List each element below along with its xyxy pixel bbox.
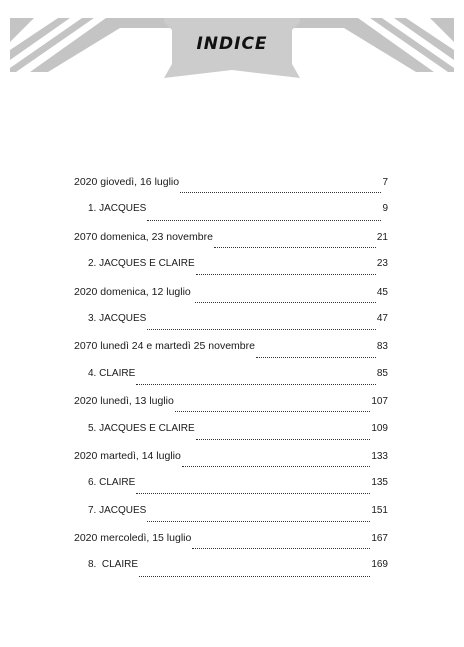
dot-leader <box>214 247 376 248</box>
dot-leader <box>147 329 376 330</box>
toc-entry <box>74 505 388 532</box>
toc-entry-page-number: 9 <box>382 203 388 215</box>
toc-entry-page-number: 167 <box>371 533 388 545</box>
toc-entry <box>74 176 388 203</box>
toc-entry <box>74 368 388 395</box>
toc-entry-page-number: 133 <box>371 450 388 462</box>
dot-leader <box>182 466 370 467</box>
toc-entry-label: 2020 mercoledì, 15 luglio <box>74 532 192 545</box>
toc-entry-page-number: 107 <box>371 396 388 408</box>
dot-leader <box>256 357 376 358</box>
toc-entry-label: 3. JACQUES <box>88 312 147 324</box>
dot-leader <box>147 220 381 221</box>
toc-entry-label: 2070 lunedì 24 e martedì 25 novembre <box>74 340 255 353</box>
dot-leader <box>195 302 376 303</box>
dot-leader <box>136 384 376 385</box>
toc-entry-label: 2070 domenica, 23 novembre <box>74 230 213 243</box>
toc-entry <box>74 532 388 559</box>
toc-entry-page-number: 23 <box>376 258 388 270</box>
toc-entry-page-number: 45 <box>376 286 388 298</box>
toc-entry-page-number: 135 <box>371 477 388 489</box>
toc-entry-label: 2020 giovedì, 16 luglio <box>74 176 180 188</box>
toc-entry-label: 2020 domenica, 12 luglio <box>74 285 194 298</box>
dot-leader <box>196 439 371 440</box>
toc-entry <box>74 340 388 367</box>
toc-entry <box>74 450 388 477</box>
dot-leader <box>192 548 370 549</box>
dot-leader <box>175 411 370 412</box>
toc-entry-page-number: 7 <box>382 177 388 188</box>
toc-entry <box>74 395 388 422</box>
toc-entry <box>74 231 388 258</box>
dot-leader <box>136 493 370 494</box>
table-of-contents <box>74 176 388 587</box>
toc-entry-label: 5. JACQUES E CLAIRE <box>88 422 195 434</box>
toc-entry-page-number: 169 <box>371 559 388 571</box>
dot-leader <box>180 192 381 193</box>
toc-entry <box>74 477 388 504</box>
dot-leader <box>196 274 376 275</box>
toc-entry <box>74 423 388 450</box>
toc-entry-page-number: 83 <box>376 341 388 353</box>
toc-entry-label: 6. CLAIRE <box>88 477 136 489</box>
toc-entry <box>74 203 388 230</box>
toc-entry-page-number: 151 <box>371 504 388 516</box>
toc-entry <box>74 559 388 586</box>
toc-entry-page-number: 109 <box>371 422 388 434</box>
toc-entry-label: 8. CLAIRE <box>88 559 139 571</box>
dot-leader <box>147 521 370 522</box>
dot-leader <box>139 576 370 577</box>
toc-entry-label: 2020 martedì, 14 luglio <box>74 449 181 462</box>
toc-entry-label: 7. JACQUES <box>88 504 147 516</box>
toc-entry <box>74 286 388 313</box>
toc-entry-label: 2020 lunedì, 13 luglio <box>74 395 174 408</box>
toc-entry-label: 1. JACQUES <box>88 203 147 215</box>
toc-entry-page-number: 85 <box>376 367 388 379</box>
toc-entry <box>74 258 388 285</box>
toc-entry-page-number: 21 <box>376 231 388 243</box>
toc-entry <box>74 313 388 340</box>
toc-entry-label: 4. CLAIRE <box>88 367 136 379</box>
toc-entry-label: 2. JACQUES E CLAIRE <box>88 258 195 270</box>
page-title: INDICE <box>196 34 268 54</box>
toc-entry-page-number: 47 <box>376 312 388 324</box>
